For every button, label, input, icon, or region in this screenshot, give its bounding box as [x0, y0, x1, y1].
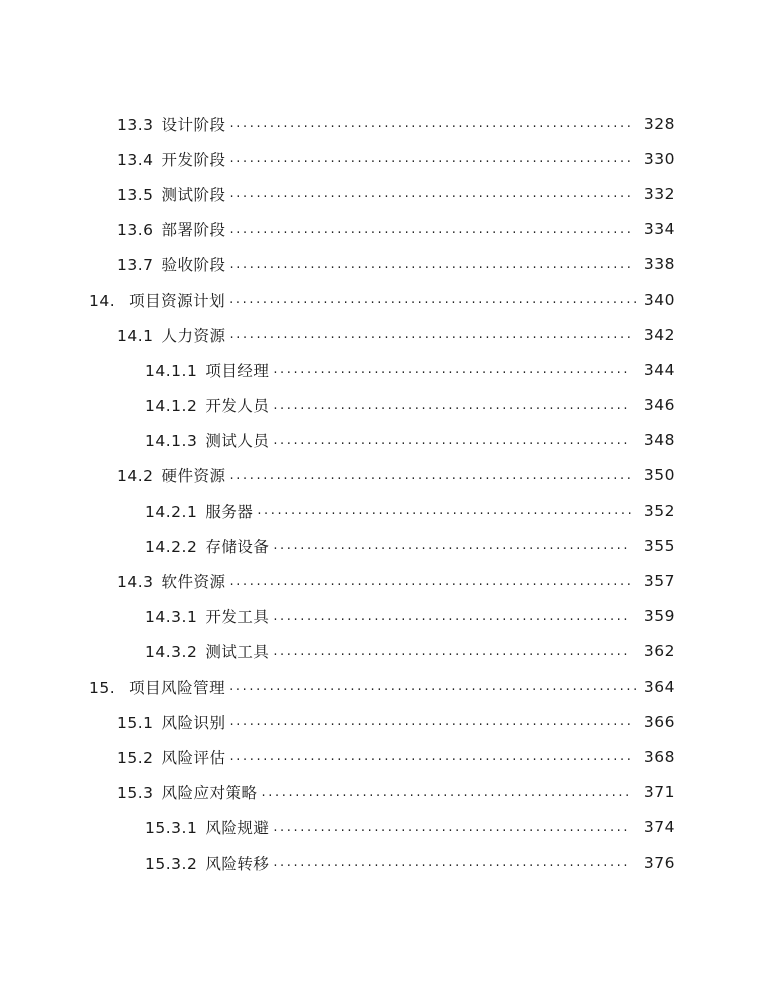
toc-entry-number: 13.6 — [117, 221, 154, 240]
toc-page-number: 348 — [643, 431, 675, 450]
dot-leader — [273, 855, 631, 870]
toc-entry — [0, 176, 765, 211]
toc-entry — [0, 317, 765, 352]
toc-entry-label: 风险评估 — [161, 748, 226, 767]
toc-subentry — [0, 528, 765, 563]
toc-entry-number: 13.4 — [117, 150, 154, 169]
toc-entry-title — [117, 746, 226, 768]
dot-leader — [230, 574, 631, 589]
toc-entry-label: 测试人员 — [205, 432, 270, 451]
toc-page-number: 332 — [643, 184, 675, 203]
toc-entry-title — [117, 148, 226, 170]
toc-entry-number: 13.7 — [117, 256, 154, 275]
toc-subentry — [0, 845, 765, 880]
toc-entry-title — [117, 253, 226, 275]
dot-leader — [230, 151, 631, 166]
toc-entry-label: 项目经理 — [205, 361, 270, 380]
toc-entry — [0, 141, 765, 176]
toc-entry-number: 13.5 — [117, 185, 154, 204]
table-of-contents — [0, 106, 765, 880]
toc-entry-label: 存储设备 — [205, 537, 270, 556]
toc-entry-label: 项目资源计划 — [129, 291, 226, 310]
toc-entry-number: 15.3.2 — [145, 854, 198, 873]
toc-entry — [0, 458, 765, 493]
dot-leader — [230, 327, 631, 342]
toc-entry-title — [89, 676, 225, 698]
toc-entry — [0, 704, 765, 739]
toc-entry-label: 设计阶段 — [161, 115, 226, 134]
toc-entry-title — [117, 464, 226, 486]
toc-entry-label: 部署阶段 — [161, 221, 226, 240]
toc-entry — [0, 247, 765, 282]
toc-page-number: 338 — [643, 255, 675, 274]
toc-entry-title — [117, 113, 226, 135]
toc-entry-title — [117, 218, 226, 240]
dot-leader — [230, 257, 631, 272]
toc-entry-title — [145, 394, 269, 416]
toc-entry-number: 14.3.1 — [145, 608, 198, 627]
toc-page-number: 328 — [643, 114, 675, 133]
toc-entry-number: 15.3 — [117, 784, 154, 803]
toc-page-number: 362 — [643, 642, 675, 661]
toc-subentry — [0, 599, 765, 634]
toc-page-number: 366 — [643, 712, 675, 731]
toc-page-number: 346 — [643, 396, 675, 415]
toc-entry-number: 14. — [89, 291, 116, 310]
toc-subentry — [0, 810, 765, 845]
dot-leader — [230, 222, 631, 237]
dot-leader — [273, 362, 631, 377]
toc-entry — [0, 212, 765, 247]
dot-leader — [273, 398, 631, 413]
toc-subentry — [0, 388, 765, 423]
toc-entry — [0, 739, 765, 774]
dot-leader — [257, 503, 631, 518]
toc-entry-number: 14.2 — [117, 467, 154, 486]
toc-entry-label: 硬件资源 — [161, 467, 226, 486]
toc-entry-label: 项目风险管理 — [129, 678, 226, 697]
toc-entry-title — [145, 359, 269, 381]
toc-entry-number: 14.2.2 — [145, 537, 198, 556]
toc-page-number: 374 — [643, 818, 675, 837]
dot-leader — [273, 433, 631, 448]
toc-page-number: 364 — [643, 677, 675, 696]
dot-leader — [273, 609, 631, 624]
toc-entry-label: 测试工具 — [205, 643, 270, 662]
toc-page-number: 330 — [643, 149, 675, 168]
toc-entry — [0, 563, 765, 598]
toc-page-number: 352 — [643, 501, 675, 520]
toc-entry-number: 14.1.1 — [145, 361, 198, 380]
toc-chapter-entry — [0, 282, 765, 317]
toc-page-number: 357 — [643, 572, 675, 591]
toc-entry-title — [117, 324, 226, 346]
toc-entry-number: 14.1.3 — [145, 432, 198, 451]
toc-entry-number: 14.3 — [117, 573, 154, 592]
toc-subentry — [0, 634, 765, 669]
toc-entry-label: 风险转移 — [205, 854, 270, 873]
toc-entry-title — [145, 852, 269, 874]
dot-leader — [273, 820, 631, 835]
toc-entry-number: 14.1 — [117, 326, 154, 345]
toc-subentry — [0, 423, 765, 458]
toc-entry-number: 15.1 — [117, 713, 154, 732]
dot-leader — [230, 714, 631, 729]
dot-leader — [229, 679, 641, 694]
toc-page-number: 334 — [643, 220, 675, 239]
dot-leader — [229, 292, 641, 307]
toc-entry-label: 风险应对策略 — [161, 784, 258, 803]
toc-page-number: 376 — [643, 853, 675, 872]
toc-entry-title — [145, 816, 269, 838]
toc-entry-label: 人力资源 — [161, 326, 226, 345]
dot-leader — [262, 785, 631, 800]
toc-entry-label: 测试阶段 — [161, 185, 226, 204]
toc-entry-label: 服务器 — [205, 502, 254, 521]
dot-leader — [230, 186, 631, 201]
toc-entry-number: 15.2 — [117, 748, 154, 767]
toc-page-number: 371 — [643, 783, 675, 802]
dot-leader — [230, 468, 631, 483]
toc-entry-title — [117, 570, 226, 592]
toc-entry-title — [117, 183, 226, 205]
toc-page-number: 350 — [643, 466, 675, 485]
toc-page-number: 368 — [643, 747, 675, 766]
toc-entry-title — [145, 500, 253, 522]
toc-entry-label: 开发人员 — [205, 397, 270, 416]
dot-leader — [230, 116, 631, 131]
dot-leader — [230, 749, 631, 764]
toc-entry-label: 开发工具 — [205, 608, 270, 627]
toc-page-number: 342 — [643, 325, 675, 344]
toc-page-number: 344 — [643, 360, 675, 379]
toc-entry-label: 软件资源 — [161, 573, 226, 592]
toc-entry-title — [117, 711, 226, 733]
dot-leader — [273, 644, 631, 659]
toc-subentry — [0, 493, 765, 528]
toc-entry-number: 14.2.1 — [145, 502, 198, 521]
toc-entry-number: 15.3.1 — [145, 819, 198, 838]
toc-entry-label: 风险规避 — [205, 819, 270, 838]
toc-entry — [0, 775, 765, 810]
toc-entry-title — [89, 289, 225, 311]
toc-chapter-entry — [0, 669, 765, 704]
toc-entry-title — [145, 535, 269, 557]
toc-entry-number: 14.1.2 — [145, 397, 198, 416]
toc-entry-title — [145, 605, 269, 627]
toc-subentry — [0, 352, 765, 387]
toc-entry-label: 风险识别 — [161, 713, 226, 732]
toc-entry-label: 验收阶段 — [161, 256, 226, 275]
toc-page-number: 340 — [643, 290, 675, 309]
toc-entry-title — [117, 781, 258, 803]
toc-entry-title — [145, 429, 269, 451]
toc-page-number: 355 — [643, 536, 675, 555]
toc-entry-number: 14.3.2 — [145, 643, 198, 662]
toc-page-number: 359 — [643, 607, 675, 626]
dot-leader — [273, 538, 631, 553]
toc-entry-title — [145, 640, 269, 662]
toc-entry-number: 13.3 — [117, 115, 154, 134]
toc-entry — [0, 106, 765, 141]
toc-entry-label: 开发阶段 — [161, 150, 226, 169]
toc-entry-number: 15. — [89, 678, 116, 697]
